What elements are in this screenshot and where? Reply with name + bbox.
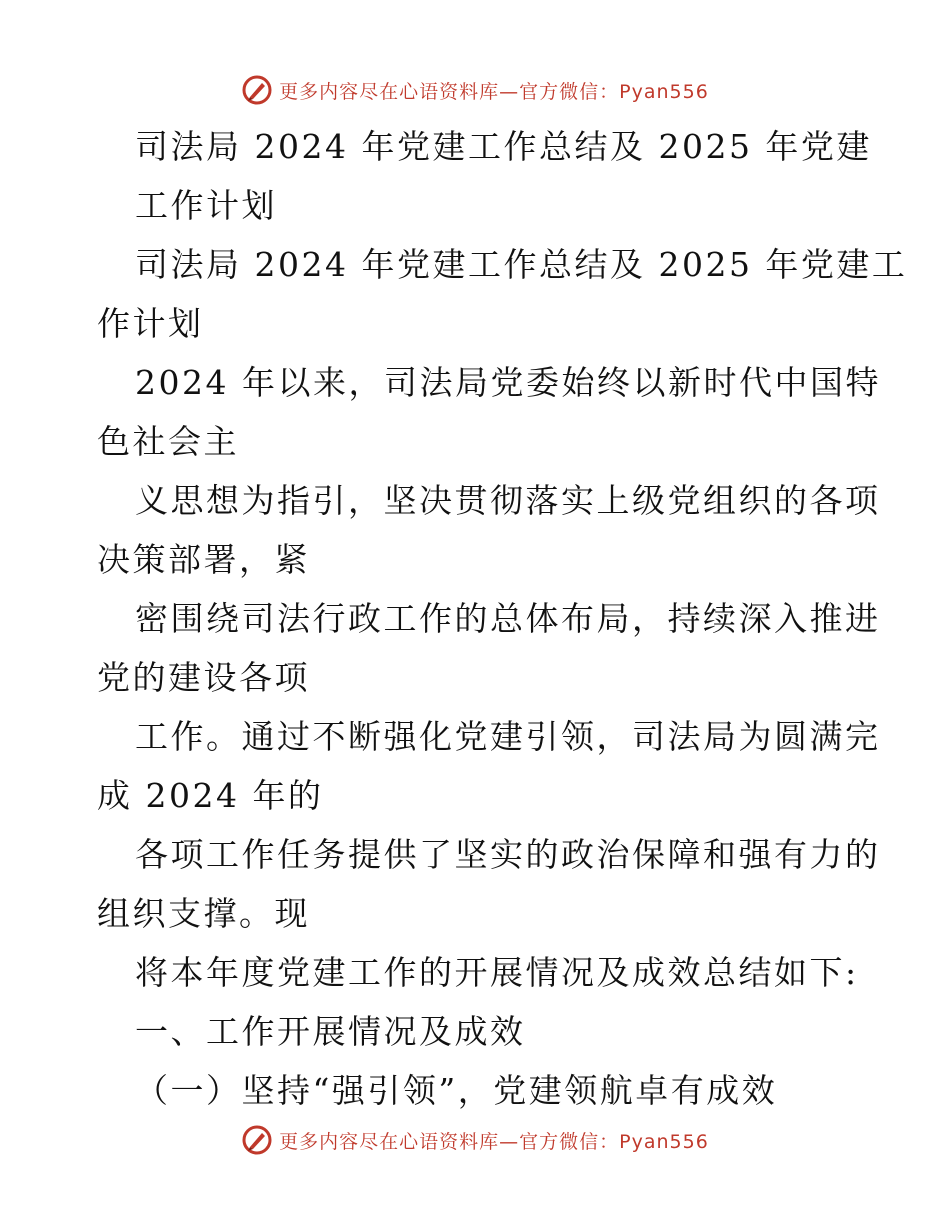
doc-line: 组织支撑。现 xyxy=(97,894,310,933)
doc-line: 义思想为指引，坚决贯彻落实上级党组织的各项 xyxy=(135,481,881,520)
doc-title-line-1: 司法局 2024 年党建工作总结及 2025 年党建 xyxy=(135,127,872,166)
subsection-heading: （一）坚持“强引领”，党建领航卓有成效 xyxy=(135,1071,778,1110)
doc-line: 2024 年以来，司法局党委始终以新时代中国特 xyxy=(135,363,881,402)
section-heading: 一、工作开展情况及成效 xyxy=(135,1012,526,1051)
footer-watermark xyxy=(0,1120,950,1160)
doc-line: 将本年度党建工作的开展情况及成效总结如下: xyxy=(135,953,859,992)
doc-line: 作计划 xyxy=(97,304,204,343)
doc-line: 司法局 2024 年党建工作总结及 2025 年党建工 xyxy=(135,245,908,284)
doc-line: 各项工作任务提供了坚实的政治保障和强有力的 xyxy=(135,835,881,874)
doc-line: 决策部署，紧 xyxy=(97,540,310,579)
doc-title-line-2: 工作计划 xyxy=(135,186,277,225)
watermark-text: 更多内容尽在心语资料库—官方微信：Pyan556 xyxy=(279,80,709,103)
pen-seal-logo-icon xyxy=(241,1124,273,1156)
watermark-text: 更多内容尽在心语资料库—官方微信：Pyan556 xyxy=(279,1130,709,1153)
doc-line: 成 2024 年的 xyxy=(97,776,324,815)
doc-line: 色社会主 xyxy=(97,422,239,461)
doc-line: 密围绕司法行政工作的总体布局，持续深入推进 xyxy=(135,599,881,638)
doc-line: 工作。通过不断强化党建引领，司法局为圆满完 xyxy=(135,717,881,756)
doc-line: 党的建设各项 xyxy=(97,658,310,697)
